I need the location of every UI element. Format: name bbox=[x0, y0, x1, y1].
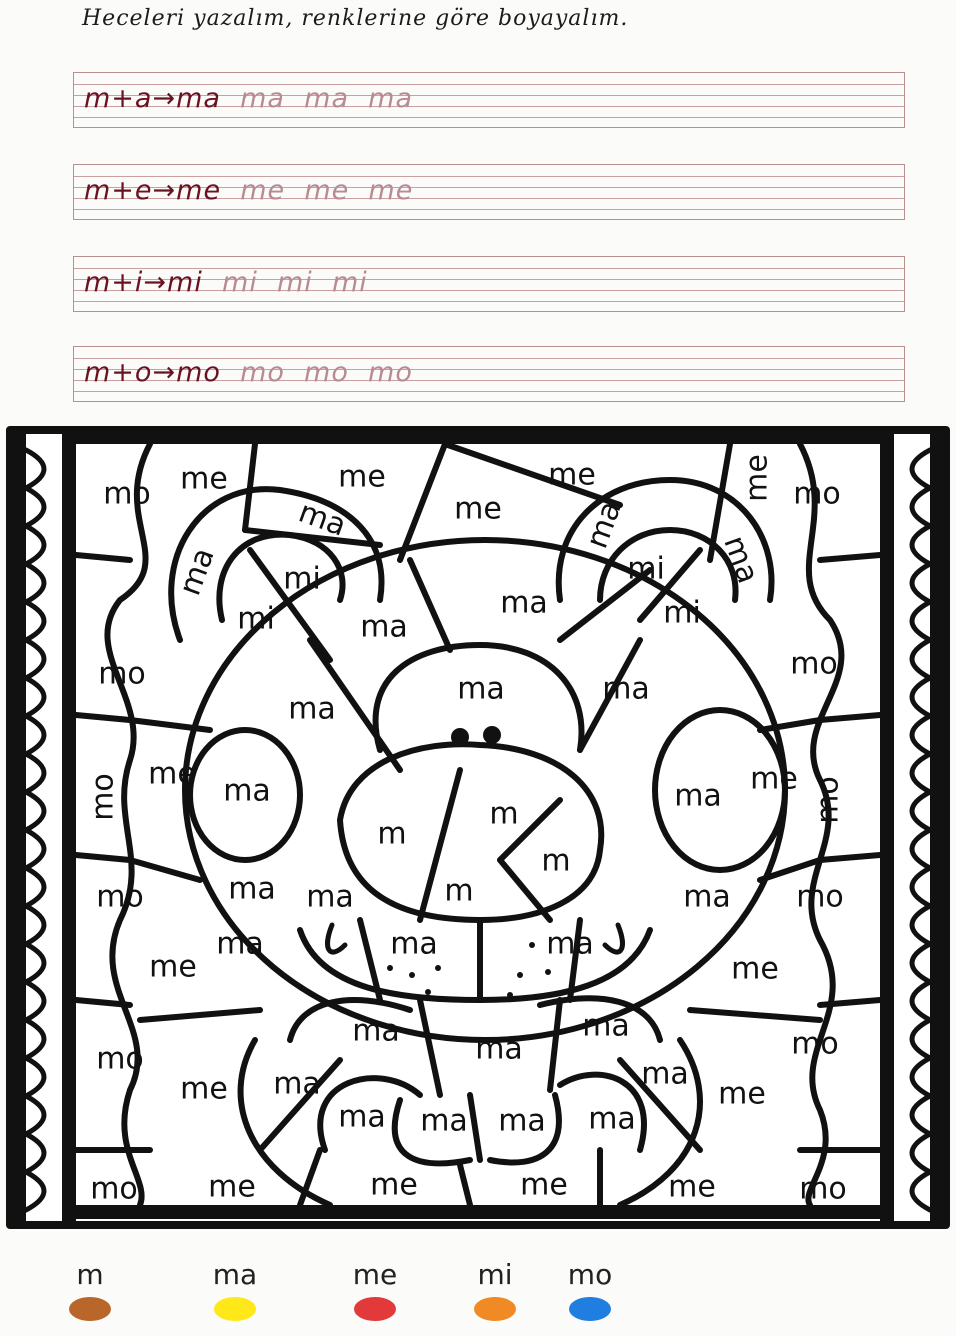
legend-item-m bbox=[45, 1258, 135, 1321]
region-label-ma[interactable]: ma bbox=[390, 926, 438, 962]
region-label-mo[interactable]: mo bbox=[96, 879, 144, 915]
legend-item-me bbox=[330, 1258, 420, 1321]
left-frame-bar bbox=[12, 432, 26, 1223]
region-label-ma[interactable]: ma bbox=[582, 1008, 630, 1044]
region-label-mo[interactable]: mo bbox=[810, 776, 846, 824]
region-label-ma[interactable]: ma bbox=[223, 773, 271, 809]
line-formula: m+o→mo bbox=[84, 357, 221, 388]
region-label-ma[interactable]: ma bbox=[457, 671, 505, 707]
region-label-ma[interactable]: ma bbox=[338, 1099, 386, 1135]
region-label-me[interactable]: me bbox=[180, 461, 228, 497]
line-trace: me me me bbox=[240, 175, 414, 206]
region-label-me[interactable]: me bbox=[149, 949, 197, 985]
region-label-ma[interactable]: ma bbox=[546, 926, 594, 962]
region-label-ma[interactable]: ma bbox=[498, 1103, 546, 1139]
legend-label: mo bbox=[567, 1258, 613, 1291]
top-border bbox=[76, 432, 880, 444]
region-label-ma[interactable]: ma bbox=[475, 1031, 523, 1067]
writing-line-mo[interactable] bbox=[73, 346, 905, 402]
region-label-me[interactable]: me bbox=[180, 1071, 228, 1107]
region-label-mo[interactable]: mo bbox=[790, 646, 838, 682]
region-label-me[interactable]: me bbox=[739, 454, 775, 502]
legend-color-swatch bbox=[474, 1297, 516, 1321]
outer-frame bbox=[10, 430, 946, 1225]
writing-line-mi[interactable] bbox=[73, 256, 905, 312]
region-label-me[interactable]: me bbox=[370, 1167, 418, 1203]
region-label-mo[interactable]: mo bbox=[796, 879, 844, 915]
region-label-ma[interactable]: ma bbox=[228, 871, 276, 907]
legend-item-mi bbox=[450, 1258, 540, 1321]
left-inner-bar bbox=[62, 432, 76, 1223]
region-label-mo[interactable]: mo bbox=[85, 773, 121, 821]
region-label-me[interactable]: me bbox=[148, 756, 196, 792]
region-label-me[interactable]: me bbox=[718, 1076, 766, 1112]
region-label-mo[interactable]: mo bbox=[799, 1171, 847, 1207]
region-label-ma[interactable]: ma bbox=[641, 1056, 689, 1092]
region-label-ma[interactable]: ma bbox=[360, 609, 408, 645]
region-label-ma[interactable]: ma bbox=[588, 1101, 636, 1137]
region-label-me[interactable]: me bbox=[520, 1167, 568, 1203]
region-label-ma[interactable]: ma bbox=[216, 926, 264, 962]
region-label-me[interactable]: me bbox=[208, 1169, 256, 1205]
instruction-text: Heceleri yazalım, renklerine göre boyayalım. bbox=[82, 6, 629, 31]
right-eye bbox=[483, 726, 501, 744]
bottom-border bbox=[76, 1205, 880, 1219]
region-label-me[interactable]: me bbox=[668, 1169, 716, 1205]
legend-color-swatch bbox=[354, 1297, 396, 1321]
line-formula: m+e→me bbox=[84, 175, 222, 206]
region-label-mo[interactable]: mo bbox=[793, 476, 841, 512]
region-label-ma[interactable]: ma bbox=[288, 691, 336, 727]
left-eye bbox=[451, 728, 469, 746]
region-label-mo[interactable]: mo bbox=[90, 1171, 138, 1207]
region-label-ma[interactable]: ma bbox=[500, 585, 548, 621]
region-label-ma[interactable]: ma bbox=[579, 496, 629, 554]
region-label-me[interactable]: me bbox=[338, 459, 386, 495]
region-label-mo[interactable]: mo bbox=[791, 1026, 839, 1062]
legend-item-mo bbox=[545, 1258, 635, 1321]
region-label-ma[interactable]: ma bbox=[352, 1013, 400, 1049]
line-formula: m+a→ma bbox=[84, 83, 221, 114]
legend-label: m bbox=[76, 1258, 104, 1291]
writing-line-ma[interactable] bbox=[73, 72, 905, 128]
line-trace: mo mo mo bbox=[240, 357, 413, 388]
region-label-ma[interactable]: ma bbox=[306, 879, 354, 915]
coloring-artwork bbox=[0, 420, 956, 1230]
right-frame-bar bbox=[930, 432, 944, 1223]
region-label-m[interactable]: m bbox=[377, 816, 407, 852]
legend-label: me bbox=[352, 1258, 398, 1291]
region-label-m[interactable]: m bbox=[444, 873, 474, 909]
region-label-ma[interactable]: ma bbox=[273, 1066, 321, 1102]
line-trace: ma ma ma bbox=[240, 83, 413, 114]
region-label-mi[interactable]: mi bbox=[283, 561, 321, 597]
region-label-mo[interactable]: mo bbox=[98, 656, 146, 692]
region-label-ma[interactable]: ma bbox=[674, 778, 722, 814]
region-label-m[interactable]: m bbox=[541, 843, 571, 879]
region-label-ma[interactable]: ma bbox=[293, 494, 351, 544]
right-inner-bar bbox=[880, 432, 894, 1223]
region-label-m[interactable]: m bbox=[489, 796, 519, 832]
legend-color-swatch bbox=[69, 1297, 111, 1321]
region-label-me[interactable]: me bbox=[750, 761, 798, 797]
line-formula: m+i→mi bbox=[84, 267, 203, 298]
region-label-ma[interactable]: ma bbox=[420, 1103, 468, 1139]
region-label-ma[interactable]: ma bbox=[602, 671, 650, 707]
region-label-mo[interactable]: mo bbox=[96, 1041, 144, 1077]
region-label-mi[interactable]: mi bbox=[627, 551, 665, 587]
legend-label: ma bbox=[212, 1258, 258, 1291]
region-label-me[interactable]: me bbox=[454, 491, 502, 527]
region-label-mo[interactable]: mo bbox=[103, 476, 151, 512]
region-label-me[interactable]: me bbox=[548, 457, 596, 493]
legend-label: mi bbox=[477, 1258, 513, 1291]
legend-color-swatch bbox=[569, 1297, 611, 1321]
region-label-me[interactable]: me bbox=[731, 951, 779, 987]
legend-color-swatch bbox=[214, 1297, 256, 1321]
line-trace: mi mi mi bbox=[222, 267, 368, 298]
region-label-mi[interactable]: mi bbox=[663, 595, 701, 631]
writing-line-me[interactable] bbox=[73, 164, 905, 220]
legend-item-ma bbox=[190, 1258, 280, 1321]
region-label-ma[interactable]: ma bbox=[172, 543, 222, 601]
region-label-mi[interactable]: mi bbox=[237, 601, 275, 637]
region-label-ma[interactable]: ma bbox=[683, 879, 731, 915]
region-label-ma[interactable]: ma bbox=[716, 531, 766, 589]
